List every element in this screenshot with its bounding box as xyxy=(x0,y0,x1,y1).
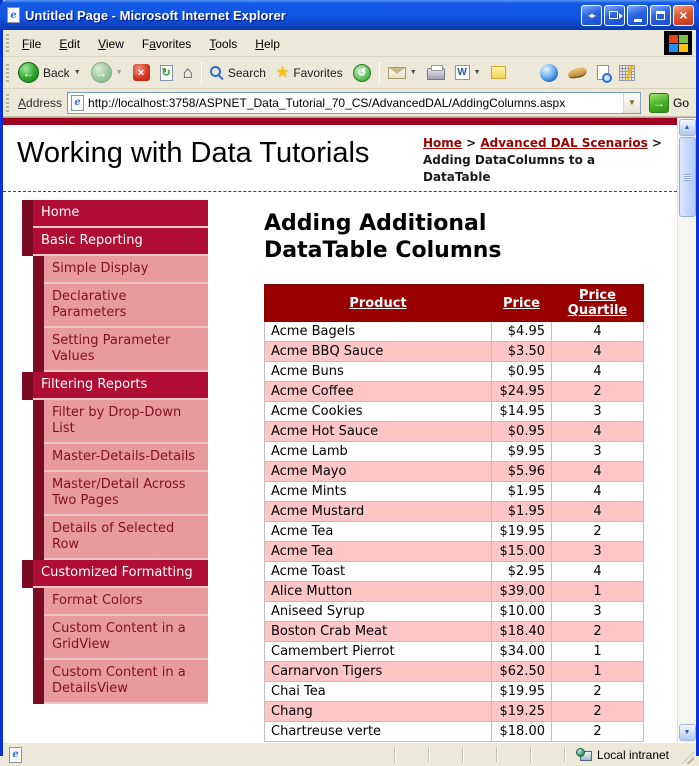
page-title: Adding Additional DataTable Columns xyxy=(264,211,502,264)
table-row xyxy=(265,662,644,682)
cell-price: $62.50 xyxy=(492,662,552,682)
forward-dropdown-icon[interactable]: ▼ xyxy=(115,69,123,76)
pop-out-button[interactable] xyxy=(604,5,625,26)
msn-addon-button[interactable] xyxy=(535,62,563,84)
table-row xyxy=(265,322,644,342)
cell-name: Alice Mutton xyxy=(265,582,492,602)
sidebar-item-master-detail-across-two-pages[interactable] xyxy=(22,472,208,516)
toolbar-grip[interactable] xyxy=(6,94,9,112)
stop-button[interactable] xyxy=(128,62,155,83)
column-header-price-quartile xyxy=(552,285,644,322)
title-bar xyxy=(0,0,699,30)
cell-price: $14.95 xyxy=(492,402,552,422)
back-label: Back xyxy=(43,65,70,80)
sidebar-indent-block xyxy=(33,588,44,616)
sidebar-item-label: Customized Formatting xyxy=(33,560,208,588)
cell-quart: 1 xyxy=(552,642,644,662)
toolbar-grip[interactable] xyxy=(6,64,9,82)
refresh-button[interactable] xyxy=(155,63,178,83)
site-title: Working with Data Tutorials xyxy=(17,137,370,169)
maximize-icon xyxy=(656,11,665,20)
go-label: Go xyxy=(672,95,689,110)
mail-button[interactable] xyxy=(383,65,422,81)
cell-quart: 3 xyxy=(552,442,644,462)
research-icon xyxy=(597,65,609,80)
sidebar-indent-block xyxy=(22,560,33,588)
menu-bar xyxy=(3,30,696,57)
cell-quart: 2 xyxy=(552,382,644,402)
cell-quart: 1 xyxy=(552,662,644,682)
sidebar-indent-block xyxy=(33,328,44,372)
addon-button-2[interactable] xyxy=(563,66,592,80)
toolbar-grip[interactable] xyxy=(6,34,9,52)
table-row xyxy=(265,402,644,422)
pop-out-icon xyxy=(609,11,618,19)
go-icon: → xyxy=(649,93,669,113)
cell-name: Acme Bagels xyxy=(265,322,492,342)
forward-button[interactable] xyxy=(86,60,128,85)
ie-document-icon: e xyxy=(9,747,22,763)
page-top-bar xyxy=(3,118,677,125)
sidebar-item-basic-reporting[interactable] xyxy=(22,228,208,256)
cell-name: Acme Hot Sauce xyxy=(265,422,492,442)
cell-price: $0.95 xyxy=(492,362,552,382)
cell-quart: 4 xyxy=(552,482,644,502)
cell-quart: 4 xyxy=(552,462,644,482)
cell-quart: 2 xyxy=(552,522,644,542)
cell-name: Acme Toast xyxy=(265,562,492,582)
cell-name: Aniseed Syrup xyxy=(265,602,492,622)
standard-buttons-toolbar xyxy=(3,57,696,89)
sidebar-indent-block xyxy=(33,284,44,328)
cell-quart: 4 xyxy=(552,362,644,382)
sidebar-item-label: Custom Content in a GridView xyxy=(44,616,208,660)
sidebar-item-custom-content-in-a-detailsview[interactable] xyxy=(22,660,208,704)
menu-view[interactable]: View xyxy=(98,36,124,51)
cell-quart: 2 xyxy=(552,622,644,642)
matrix-bolt-icon xyxy=(619,65,635,81)
cell-price: $4.95 xyxy=(492,322,552,342)
mail-icon xyxy=(388,67,406,79)
shoe-icon xyxy=(567,66,587,79)
cell-name: Chai Tea xyxy=(265,682,492,702)
stop-icon: × xyxy=(133,64,150,81)
sidebar-item-label: Declarative Parameters xyxy=(44,284,208,328)
sidebar-indent-block xyxy=(33,516,44,560)
menu-tools[interactable]: Tools xyxy=(209,36,238,51)
breadcrumb: Home > Advanced DAL Scenarios > Adding DataColumns to a DataTable xyxy=(423,136,662,184)
local-intranet-icon xyxy=(576,748,592,761)
scroll-up-button[interactable]: ▲ xyxy=(679,119,696,136)
cell-name: Boston Crab Meat xyxy=(265,622,492,642)
back-icon: ← xyxy=(18,62,39,83)
minimize-button[interactable] xyxy=(627,5,648,26)
edit-dropdown-icon[interactable]: ▼ xyxy=(473,69,481,76)
menu-file[interactable]: File xyxy=(22,36,42,51)
sidebar-item-label: Custom Content in a DetailsView xyxy=(44,660,208,704)
window-title: Untitled Page - Microsoft Internet Explorer xyxy=(25,7,286,23)
table-row xyxy=(265,582,644,602)
status-main-panel xyxy=(9,745,362,764)
address-dropdown-button[interactable]: ▼ xyxy=(623,93,640,113)
close-button[interactable]: × xyxy=(673,5,694,26)
note-icon xyxy=(491,66,506,79)
main-content xyxy=(208,200,677,742)
security-zone-panel xyxy=(566,748,677,762)
column-header-price xyxy=(492,285,552,322)
cell-price: $1.95 xyxy=(492,502,552,522)
sidebar-item-label: Format Colors xyxy=(44,588,208,616)
table-row xyxy=(265,622,644,642)
menu-favorites[interactable]: Favorites xyxy=(141,36,192,51)
cell-quart: 4 xyxy=(552,342,644,362)
cell-price: $19.95 xyxy=(492,522,552,542)
address-label: Address xyxy=(18,95,63,110)
sidebar-item-format-colors[interactable] xyxy=(22,588,208,616)
zone-label: Local intranet xyxy=(596,747,669,762)
sidebar-item-label: Basic Reporting xyxy=(33,228,208,256)
cell-price: $9.95 xyxy=(492,442,552,462)
table-row xyxy=(265,382,644,402)
cell-quart: 4 xyxy=(552,322,644,342)
address-bar xyxy=(3,89,696,117)
table-row xyxy=(265,342,644,362)
cell-name: Acme Cookies xyxy=(265,402,492,422)
window-controls xyxy=(581,5,694,26)
sidebar-indent-block xyxy=(22,228,33,256)
cell-price: $2.95 xyxy=(492,562,552,582)
sidebar-indent-block xyxy=(33,444,44,472)
cell-quart: 2 xyxy=(552,682,644,702)
cell-price: $5.96 xyxy=(492,462,552,482)
cell-quart: 4 xyxy=(552,562,644,582)
search-button[interactable] xyxy=(205,64,271,82)
sidebar-item-declarative-parameters[interactable] xyxy=(22,284,208,328)
sidebar-indent-block xyxy=(33,256,44,284)
toolbar-separator xyxy=(201,62,202,84)
sidebar-indent-block xyxy=(22,372,33,400)
web-page xyxy=(3,118,677,742)
cell-price: $1.95 xyxy=(492,482,552,502)
sort-link-price[interactable]: Price xyxy=(503,295,540,311)
back-button[interactable] xyxy=(13,60,86,85)
cell-name: Acme Mayo xyxy=(265,462,492,482)
menu-help[interactable]: Help xyxy=(255,36,280,51)
cell-price: $10.00 xyxy=(492,602,552,622)
cell-quart: 3 xyxy=(552,602,644,622)
cell-quart: 4 xyxy=(552,502,644,522)
cell-price: $0.95 xyxy=(492,422,552,442)
sidebar-item-label: Master/Detail Across Two Pages xyxy=(44,472,208,516)
sidebar-item-custom-content-in-a-gridview[interactable] xyxy=(22,616,208,660)
ie-document-icon: e xyxy=(71,95,84,111)
page-header xyxy=(3,125,677,192)
cell-name: Acme Lamb xyxy=(265,442,492,462)
cell-quart: 4 xyxy=(552,422,644,442)
sidebar-item-label: Details of Selected Row xyxy=(44,516,208,560)
cell-quart: 2 xyxy=(552,722,644,742)
sidebar-nav xyxy=(22,200,208,742)
breadcrumb-link-home[interactable]: Home xyxy=(423,136,462,150)
table-row xyxy=(265,682,644,702)
table-row xyxy=(265,602,644,622)
minimize-icon xyxy=(634,19,642,22)
address-input[interactable] xyxy=(67,92,641,114)
context-help-arrows-button[interactable] xyxy=(581,5,602,26)
products-gridview xyxy=(264,284,644,742)
favorites-button[interactable] xyxy=(271,63,348,82)
favorites-label: Favorites xyxy=(293,65,343,80)
cell-price: $18.40 xyxy=(492,622,552,642)
cell-name: Acme Mints xyxy=(265,482,492,502)
home-button[interactable] xyxy=(178,62,198,83)
sidebar-item-label: Filtering Reports xyxy=(33,372,208,400)
edit-with-word-button[interactable] xyxy=(450,63,486,82)
sidebar-item-simple-display[interactable] xyxy=(22,256,208,284)
url-text: http://localhost:3758/ASPNET_Data_Tutorial_70_CS/AdvancedDAL/AddingColumns.aspx xyxy=(88,95,566,110)
history-button[interactable] xyxy=(348,62,376,84)
sidebar-indent-block xyxy=(33,472,44,516)
sidebar-item-home[interactable] xyxy=(22,200,208,228)
sidebar-item-filter-by-drop-down-list[interactable] xyxy=(22,400,208,444)
cell-name: Acme Tea xyxy=(265,542,492,562)
maximize-button[interactable] xyxy=(650,5,671,26)
forward-icon: → xyxy=(91,62,112,83)
cell-price: $18.00 xyxy=(492,722,552,742)
sidebar-indent-block xyxy=(33,400,44,444)
cell-name: Acme Buns xyxy=(265,362,492,382)
cell-name: Carnarvon Tigers xyxy=(265,662,492,682)
scroll-down-button[interactable]: ▼ xyxy=(679,724,696,741)
sidebar-item-master-details-details[interactable] xyxy=(22,444,208,472)
print-button[interactable] xyxy=(422,63,450,82)
breadcrumb-current-adding-datacolumns-to-a-datatable: Adding DataColumns to a DataTable xyxy=(423,152,596,184)
sidebar-indent-block xyxy=(22,200,33,228)
cell-price: $39.00 xyxy=(492,582,552,602)
sort-link-price-quartile[interactable]: Price Quartile xyxy=(567,288,628,319)
ie-document-icon: e xyxy=(7,7,20,23)
sidebar-item-setting-parameter-values[interactable] xyxy=(22,328,208,372)
cell-quart: 3 xyxy=(552,402,644,422)
cell-price: $3.50 xyxy=(492,342,552,362)
sidebar-item-label: Master-Details-Details xyxy=(44,444,208,472)
research-addon-button[interactable] xyxy=(592,63,614,82)
encoding-addon-button[interactable] xyxy=(614,63,640,83)
table-row xyxy=(265,522,644,542)
sort-link-product[interactable]: Product xyxy=(349,295,407,311)
table-row xyxy=(265,442,644,462)
cell-name: Acme Tea xyxy=(265,522,492,542)
left-right-arrows-icon: ◂▸ xyxy=(588,10,595,20)
table-row xyxy=(265,722,644,742)
sidebar-item-filtering-reports[interactable] xyxy=(22,372,208,400)
table-row xyxy=(265,482,644,502)
cell-name: Chang xyxy=(265,702,492,722)
blue-sphere-icon xyxy=(540,64,558,82)
toolbar-separator xyxy=(379,62,380,84)
cell-price: $24.95 xyxy=(492,382,552,402)
sidebar-item-label: Home xyxy=(33,200,208,228)
table-row xyxy=(265,462,644,482)
sidebar-item-label: Setting Parameter Values xyxy=(44,328,208,372)
breadcrumb-link-advanced-dal-scenarios[interactable]: Advanced DAL Scenarios xyxy=(480,136,648,150)
table-row xyxy=(265,422,644,442)
history-icon: ↺ xyxy=(353,64,371,82)
column-header-product xyxy=(265,285,492,322)
print-icon xyxy=(427,68,445,80)
cell-quart: 2 xyxy=(552,702,644,722)
search-label: Search xyxy=(227,65,266,80)
mail-dropdown-icon[interactable]: ▼ xyxy=(409,69,417,76)
sidebar-item-label: Simple Display xyxy=(44,256,208,284)
cell-price: $19.95 xyxy=(492,682,552,702)
word-icon: W xyxy=(455,65,470,80)
resize-grip[interactable] xyxy=(681,751,694,764)
sidebar-item-customized-formatting[interactable] xyxy=(22,560,208,588)
cell-name: Acme BBQ Sauce xyxy=(265,342,492,362)
page-body xyxy=(3,192,677,742)
cell-name: Acme Coffee xyxy=(265,382,492,402)
sidebar-indent-block xyxy=(33,660,44,704)
menu-edit[interactable]: Edit xyxy=(59,36,81,51)
back-dropdown-icon[interactable]: ▼ xyxy=(73,69,81,76)
status-bar xyxy=(3,742,696,766)
cell-name: Chartreuse verte xyxy=(265,722,492,742)
table-row xyxy=(265,542,644,562)
table-row xyxy=(265,702,644,722)
search-icon xyxy=(210,66,221,77)
cell-price: $15.00 xyxy=(492,542,552,562)
cell-quart: 3 xyxy=(552,542,644,562)
windows-logo-icon xyxy=(664,31,692,55)
sidebar-item-details-of-selected-row[interactable] xyxy=(22,516,208,560)
sidebar-indent-block xyxy=(33,616,44,660)
menu-items xyxy=(13,32,289,55)
go-button[interactable] xyxy=(646,93,692,113)
messenger-button[interactable] xyxy=(486,64,511,81)
browser-viewport xyxy=(3,117,696,742)
scrollbar-thumb[interactable] xyxy=(679,137,696,217)
table-row xyxy=(265,362,644,382)
refresh-icon: ↻ xyxy=(160,65,173,81)
cell-name: Camembert Pierrot xyxy=(265,642,492,662)
table-row xyxy=(265,502,644,522)
cell-price: $19.25 xyxy=(492,702,552,722)
cell-quart: 1 xyxy=(552,582,644,602)
home-icon: ⌂ xyxy=(182,63,193,82)
sidebar-item-label: Filter by Drop-Down List xyxy=(44,400,208,444)
table-row xyxy=(265,642,644,662)
vertical-scrollbar[interactable] xyxy=(677,118,696,742)
star-icon: ★ xyxy=(275,64,290,81)
table-row xyxy=(265,562,644,582)
cell-name: Acme Mustard xyxy=(265,502,492,522)
cell-price: $34.00 xyxy=(492,642,552,662)
